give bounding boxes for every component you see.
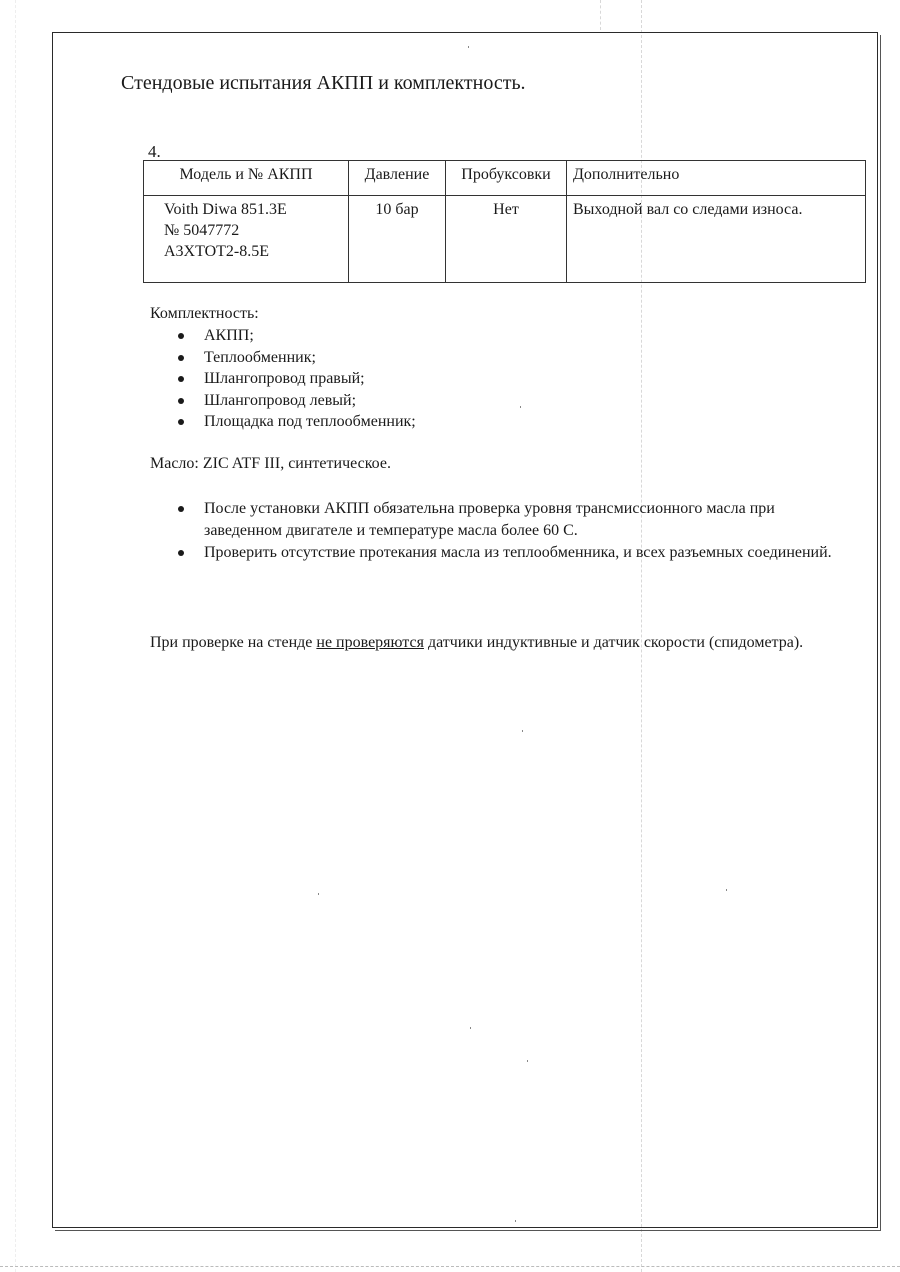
check-note-before: При проверке на стенде (150, 634, 317, 651)
model-name: Voith Diwa 851.3E (164, 201, 287, 218)
note-item: Проверить отсутствие протекания масла из теплообменника, и всех разъемных соединений. (150, 542, 840, 564)
completeness-list (150, 325, 416, 433)
check-note-after: датчики индуктивные и датчик скорости (спидометра). (423, 634, 804, 651)
scan-artifact-line (15, 0, 16, 1272)
model-serial: № 5047772 (164, 222, 240, 239)
cell-pressure: 10 бар (349, 196, 446, 283)
oil-info: Масло: ZIC ATF III, синтетическое. (150, 455, 391, 472)
cell-additional: Выходной вал со следами износа. (567, 196, 866, 283)
check-note-underlined: не проверяются (316, 634, 424, 651)
header-pressure: Давление (349, 161, 446, 196)
list-item: АКПП; (150, 325, 416, 347)
table-number: 4. (148, 142, 161, 161)
header-slipping: Пробуксовки (446, 161, 567, 196)
note-item: После установки АКПП обязательна проверка уровня трансмиссионного масла при заведенном двигателе и температуре масла более 60 С. (150, 498, 840, 541)
header-model: Модель и № АКПП (144, 161, 349, 196)
cell-slipping: Нет (446, 196, 567, 283)
document-title: Стендовые испытания АКПП и комплектность. (121, 72, 526, 94)
table-header-row (144, 161, 866, 196)
list-item: Теплообменник; (150, 347, 416, 369)
notes-list (150, 498, 840, 564)
list-item: Шлангопровод левый; (150, 390, 416, 412)
header-additional: Дополнительно (567, 161, 866, 196)
table-row (144, 196, 866, 283)
list-item: Площадка под теплообменник; (150, 411, 416, 433)
spec-table (143, 160, 866, 283)
list-item: Шлангопровод правый; (150, 368, 416, 390)
completeness-heading: Комплектность: (150, 305, 259, 322)
scan-artifact-line (600, 0, 601, 30)
model-code: A3XTOT2-8.5E (164, 243, 270, 260)
check-note (150, 632, 830, 654)
scan-artifact-line (0, 1266, 900, 1268)
cell-model (144, 196, 349, 283)
